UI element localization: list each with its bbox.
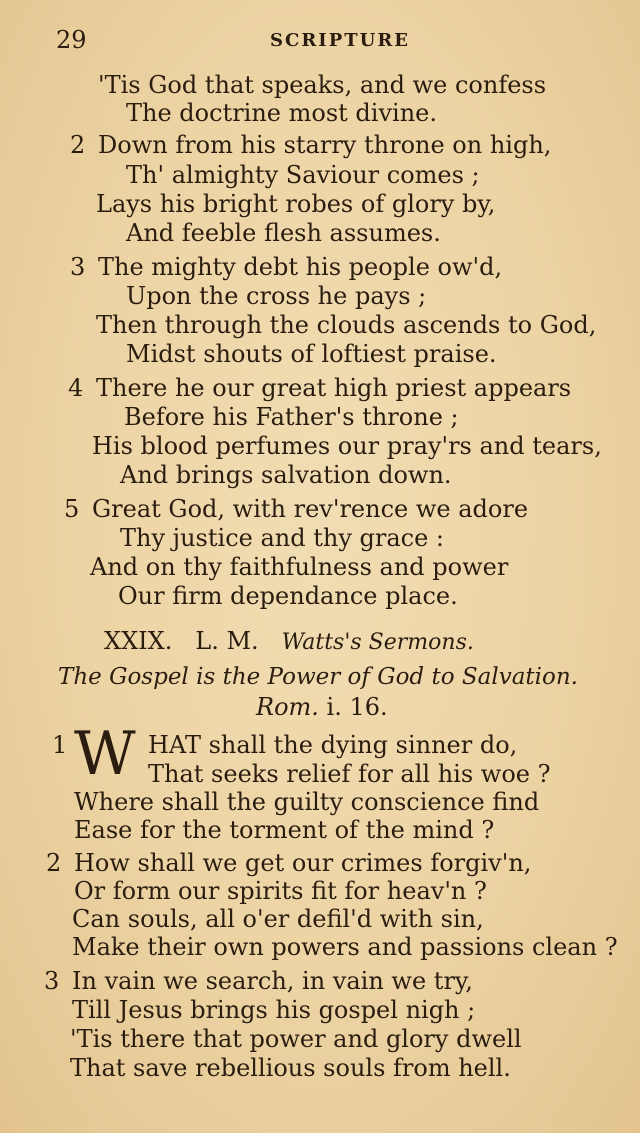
hymn-line: HAT shall the dying sinner do, [148,731,518,759]
hymn-line: Great God, with rev'rence we adore [92,495,529,523]
hymn-line: Where shall the guilty conscience find [74,788,540,816]
scripture-reference [256,692,388,722]
hymn-heading [104,626,474,658]
hymn-line: And feeble flesh assumes. [126,219,441,247]
page-header [56,26,616,60]
hymn-number: XXIX. [104,627,173,655]
hymn-line: In vain we search, in vain we try, [72,967,473,995]
stanza-number: 2 [46,849,62,877]
drop-cap: W [74,719,136,789]
hymn-line: That seeks relief for all his woe ? [148,760,551,788]
hymn-line: That save rebellious souls from hell. [70,1054,511,1082]
hymn-line: 'Tis there that power and glory dwell [70,1025,522,1053]
stanza-number: 1 [52,731,68,759]
hymn-meter: L. M. [195,627,259,655]
stanza-number: 3 [70,253,86,281]
stanza-number: 5 [64,495,80,523]
hymn-line: Then through the clouds ascends to God, [96,311,597,339]
hymn-line: Th' almighty Saviour comes ; [126,161,480,189]
stanza-number: 4 [68,374,84,402]
hymn-line: Thy justice and thy grace : [120,524,445,552]
hymn-line: Before his Father's throne ; [124,403,459,431]
reference-book: Rom. [256,693,319,721]
hymn-line: Midst shouts of loftiest praise. [126,340,497,368]
hymn-line: Down from his starry throne on high, [98,131,552,159]
hymn-line: Ease for the torment of the mind ? [74,816,495,844]
stanza-number: 2 [70,131,86,159]
hymn-line: The doctrine most divine. [126,99,437,127]
hymn-line: Or form our spirits fit for heav'n ? [74,877,487,905]
hymn-line: And on thy faithfulness and power [90,553,509,581]
hymn-line: Make their own powers and passions clean ? [72,933,618,961]
hymn-line: 'Tis God that speaks, and we confess [98,71,547,99]
hymn-line: Upon the cross he pays ; [126,282,427,310]
hymn-line: And brings salvation down. [120,461,452,489]
hymn-line: Till Jesus brings his gospel nigh ; [72,996,476,1024]
hymn-line: Our firm dependance place. [118,582,458,610]
reference-verse: i. 16. [326,693,388,721]
hymn-line: Lays his bright robes of glory by, [96,190,496,218]
hymn-line: Can souls, all o'er defil'd with sin, [72,905,484,933]
hymn-line: How shall we get our crimes forgiv'n, [74,849,532,877]
running-head: SCRIPTURE [270,30,411,51]
stanza-number: 3 [44,967,60,995]
hymn-subtitle: The Gospel is the Power of God to Salvation. [58,664,578,690]
hymn-line: There he our great high priest appears [96,374,572,402]
hymn-source: Watts's Sermons. [281,630,474,655]
page-number: 29 [56,26,87,54]
hymn-line: The mighty debt his people ow'd, [98,253,503,281]
hymn-line: His blood perfumes our pray'rs and tears, [92,432,602,460]
